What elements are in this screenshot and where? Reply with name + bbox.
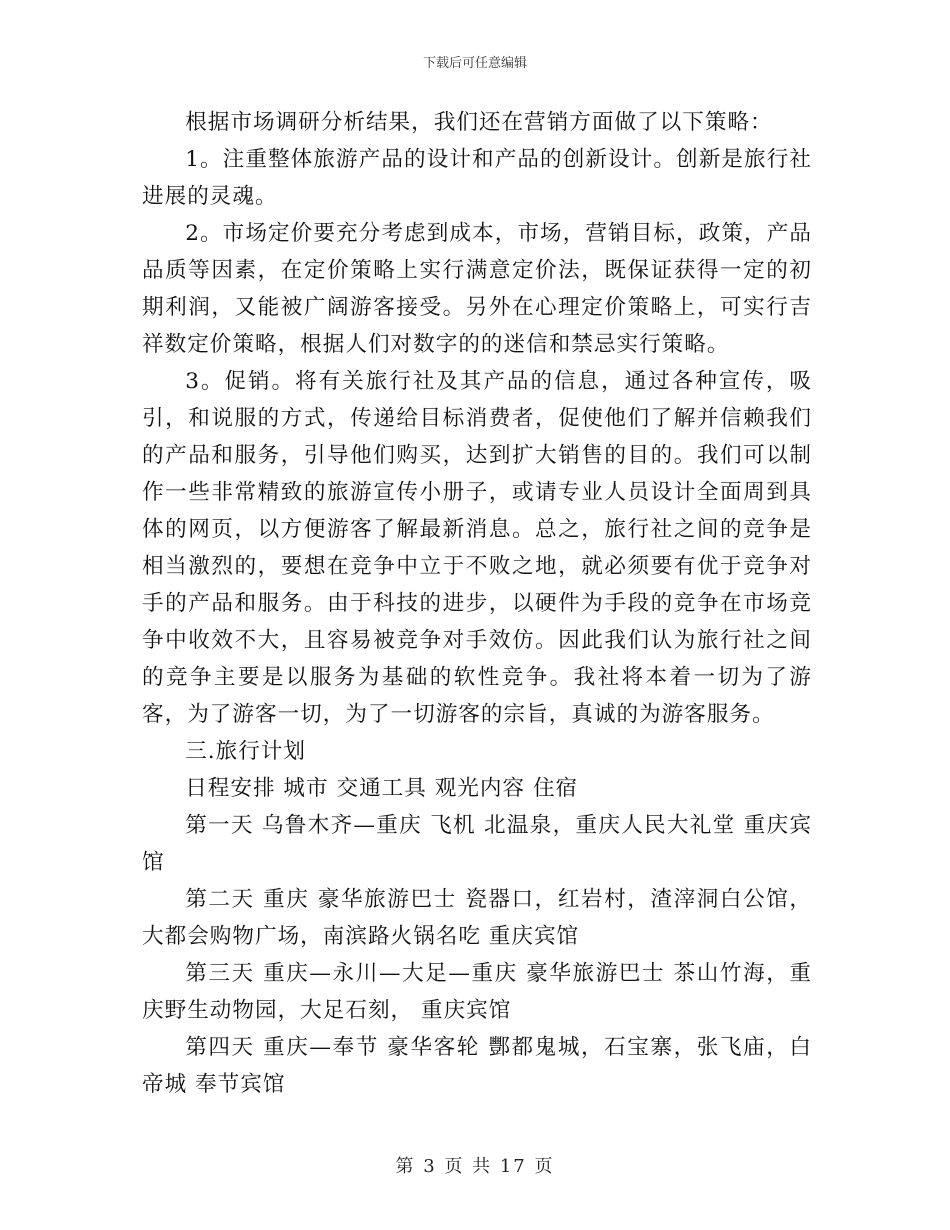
page-number-footer: 第 3 页 共 17 页 (395, 1156, 555, 1177)
document-body (142, 104, 812, 1103)
itinerary-day-3: 第三天 重庆—永川—大足—重庆 豪华旅游巴士 茶山竹海，重庆野生动物园，大足石刻， 重庆宾馆 (142, 961, 812, 1023)
itinerary-day-2: 第二天 重庆 豪华旅游巴士 瓷器口，红岩村，渣滓洞白公馆，大都会购物广场，南滨路火锅名吃 重庆宾馆 (142, 887, 812, 949)
paragraph-strategy-3: 3。促销。将有关旅行社及其产品的信息，通过各种宣传，吸引，和说服的方式，传递给目标消费者，促使他们了解并信赖我们的产品和服务，引导他们购买，达到扩大销售的目的。我们可以制作一些非常精致的旅游宣传小册子，或请专业人员设计全面周到具体的网页，以方便游客了解最新消息。总之，旅行社之间的竞争是相当激烈的，要想在竞争中立于不败之地，就必须要有优于竞争对手的产品和服务。由于科技的进步，以硬件为手段的竞争在市场竞争中收效不大，且容易被竞争对手效仿。因此我们认为旅行社之间的竞争主要是以服务为基础的软性竞争。我社将本着一切为了游客，为了游客一切，为了一切游客的宗旨，真诚的为游客服务。 (142, 369, 812, 727)
paragraph-strategy-1: 1。注重整体旅游产品的设计和产品的创新设计。创新是旅行社进展的灵魂。 (142, 147, 812, 209)
page-header: 下载后可任意编辑 (422, 56, 527, 71)
itinerary-header: 日程安排 城市 交通工具 观光内容 住宿 (185, 776, 579, 801)
itinerary-day-4: 第四天 重庆—奉节 豪华客轮 酆都鬼城，石宝寨，张飞庙，白帝城 奉节宾馆 (142, 1035, 812, 1097)
paragraph-strategy-intro: 根据市场调研分析结果，我们还在营销方面做了以下策略： (185, 110, 773, 135)
section-heading-travel-plan: 三.旅行计划 (185, 739, 307, 764)
itinerary-day-1: 第一天 乌鲁木齐—重庆 飞机 北温泉，重庆人民大礼堂 重庆宾馆 (142, 813, 812, 875)
paragraph-strategy-2: 2。市场定价要充分考虑到成本，市场，营销目标，政策，产品品质等因素，在定价策略上实行满意定价法，既保证获得一定的初期利润，又能被广阔游客接受。另外在心理定价策略上，可实行吉祥数定价策略，根据人们对数字的的迷信和禁忌实行策略。 (142, 221, 812, 357)
